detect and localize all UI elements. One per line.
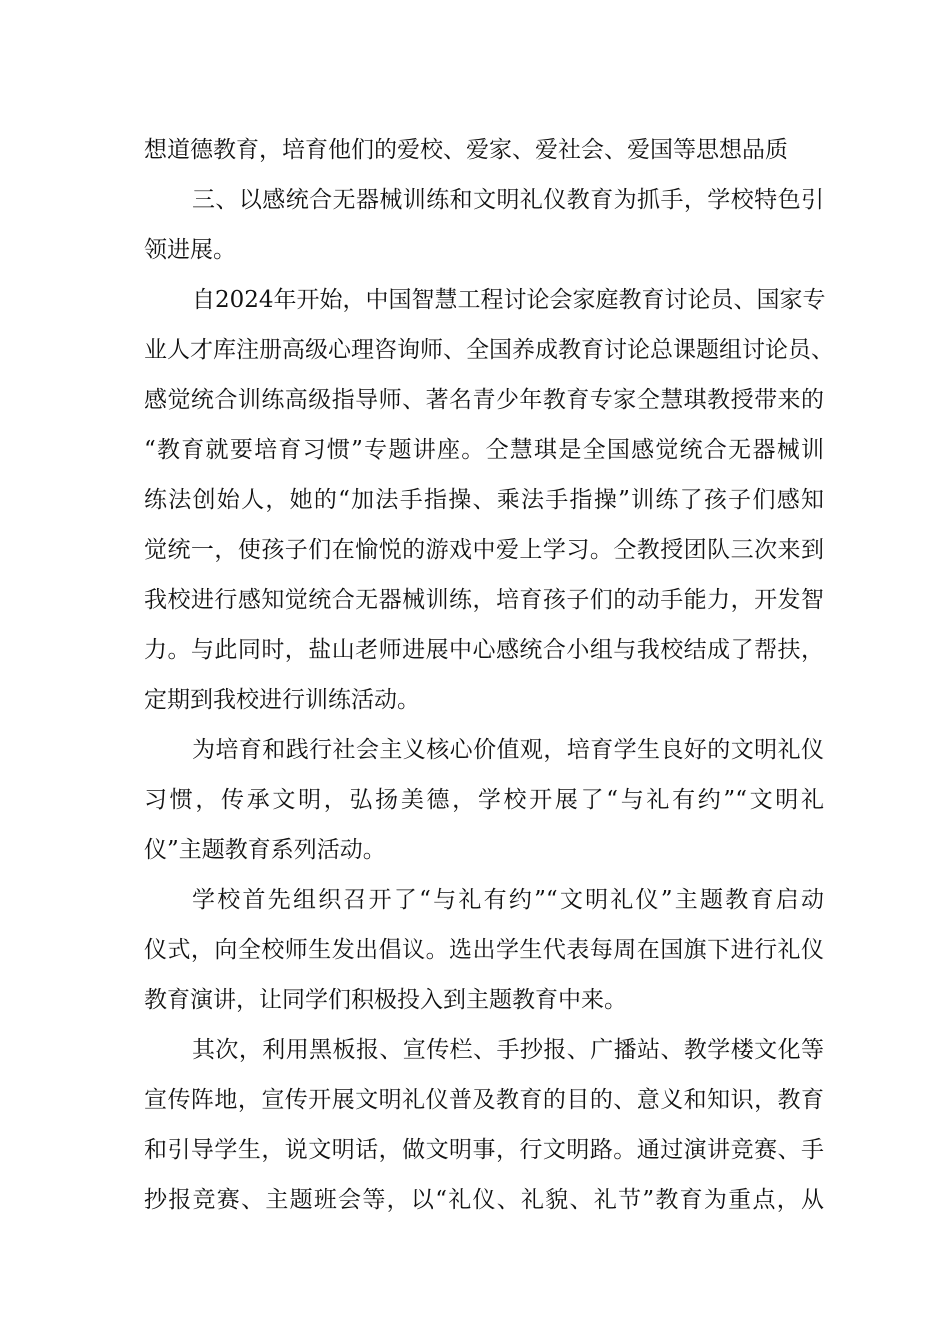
text-line-21: 和引导学生，说文明话，做文明事，行文明路。通过演讲竞赛、手	[144, 1137, 824, 1163]
text-line-7: “教育就要培育习惯”专题讲座。仝慧琪是全国感觉统合无器械训	[144, 437, 824, 463]
text-line-20: 宣传阵地，宣传开展文明礼仪普及教育的目的、意义和知识，教育	[144, 1087, 824, 1113]
text-line-18: 教育演讲，让同学们积极投入到主题教育中来。	[144, 987, 627, 1013]
text-line-14: 习惯，传承文明，弘扬美德，学校开展了“与礼有约”“文明礼	[144, 787, 824, 813]
text-line-13: 为培育和践行社会主义核心价值观，培育学生良好的文明礼仪	[192, 737, 824, 763]
text-line-1: 想道德教育，培育他们的爱校、爱家、爱社会、爱国等思想品质	[144, 137, 788, 163]
text-line-2: 三、以感统合无器械训练和文明礼仪教育为抓手，学校特色引	[192, 187, 824, 213]
text-line-4: 自2024年开始，中国智慧工程讨论会家庭教育讨论员、国家专	[192, 287, 826, 313]
text-line-8: 练法创始人，她的“加法手指操、乘法手指操”训练了孩子们感知	[144, 487, 824, 513]
text-line-6: 感觉统合训练高级指导师、著名青少年教育专家仝慧琪教授带来的	[144, 387, 824, 413]
text-line-10: 我校进行感知觉统合无器械训练，培育孩子们的动手能力，开发智	[144, 587, 824, 613]
text-line-17: 仪式，向全校师生发出倡议。选出学生代表每周在国旗下进行礼仪	[144, 937, 824, 963]
text-line-12: 定期到我校进行训练活动。	[144, 687, 420, 713]
text-line-3: 领进展。	[144, 237, 236, 263]
text-line-11: 力。与此同时，盐山老师进展中心感统合小组与我校结成了帮扶，	[144, 637, 824, 663]
text-line-15: 仪”主题教育系列活动。	[144, 837, 386, 863]
text-line-22: 抄报竞赛、主题班会等，以“礼仪、礼貌、礼节”教育为重点，从	[144, 1187, 824, 1213]
text-line-16: 学校首先组织召开了“与礼有约”“文明礼仪”主题教育启动	[192, 887, 824, 913]
text-line-9: 觉统一，使孩子们在愉悦的游戏中爱上学习。仝教授团队三次来到	[144, 537, 824, 563]
text-line-19: 其次，利用黑板报、宣传栏、手抄报、广播站、教学楼文化等	[192, 1037, 824, 1063]
text-line-5: 业人才库注册高级心理咨询师、全国养成教育讨论总课题组讨论员、	[144, 337, 834, 363]
